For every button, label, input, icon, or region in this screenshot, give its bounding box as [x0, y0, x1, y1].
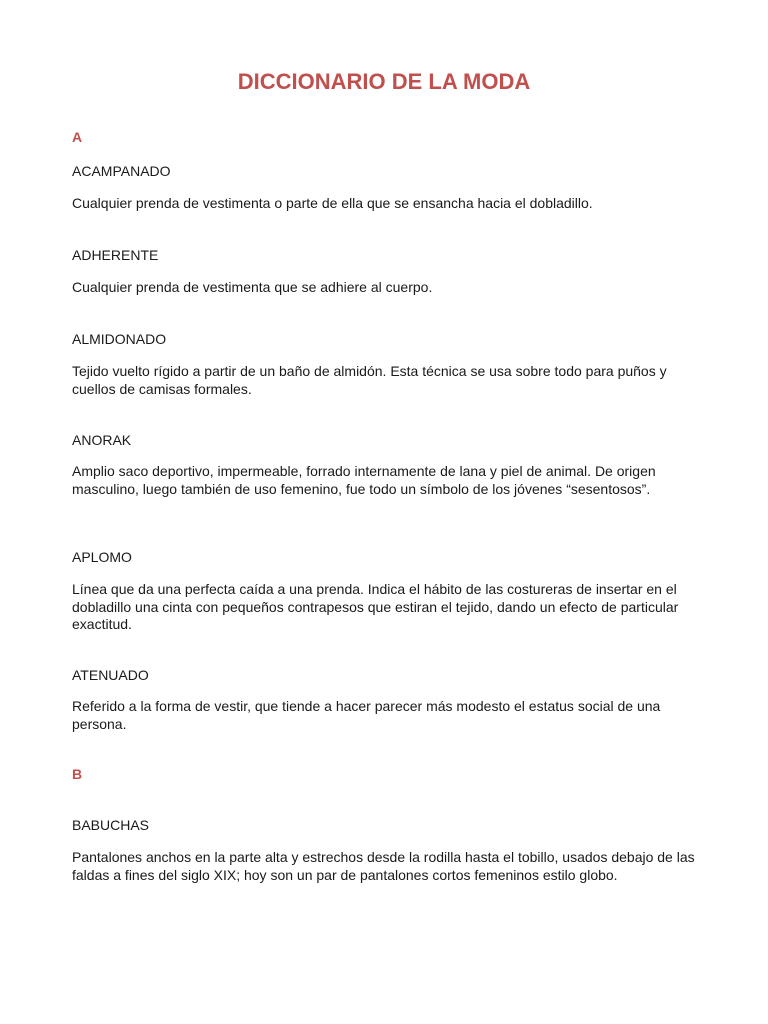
- entry-term: ATENUADO: [72, 667, 149, 683]
- entry-term: ANORAK: [72, 432, 132, 448]
- entry-definition: Referido a la forma de vestir, que tiende a hacer parecer más modesto el estatus social de una persona.: [72, 698, 661, 732]
- entry-definition: Amplio saco deportivo, impermeable, forrado internamente de lana y piel de animal. De origen masculino, luego también de uso femenino, fue todo un símbolo de los jóvenes “sesentosos”.: [72, 463, 656, 497]
- entry-term: BABUCHAS: [72, 817, 150, 833]
- entry-definition: Tejido vuelto rígido a partir de un baño de almidón. Esta técnica se usa sobre todo para puños y cuellos de camisas formales.: [72, 363, 667, 397]
- entry-term: ACAMPANADO: [72, 163, 171, 179]
- entry-definition: Cualquier prenda de vestimenta o parte de ella que se ensancha hacia el dobladillo.: [72, 195, 593, 211]
- entry-definition: Pantalones anchos en la parte alta y estrechos desde la rodilla hasta el tobillo, usados debajo de las faldas a fines del siglo XIX; hoy son un par de pantalones cortos femeninos estilo globo.: [72, 849, 695, 883]
- section-letter-a: A: [72, 129, 83, 145]
- section-letter-b: B: [72, 766, 83, 782]
- entry-term: APLOMO: [72, 549, 132, 565]
- entry-definition: Cualquier prenda de vestimenta que se adhiere al cuerpo.: [72, 279, 433, 295]
- document-title: DICCIONARIO DE LA MODA: [237, 69, 531, 94]
- entry-term: ALMIDONADO: [72, 331, 167, 347]
- entry-term: ADHERENTE: [72, 247, 159, 263]
- entry-definition: Línea que da una perfecta caída a una prenda. Indica el hábito de las costureras de insertar en el dobladillo una cinta con pequeños contrapesos que estiran el tejido, dando un efecto de particular exactitud.: [72, 581, 679, 632]
